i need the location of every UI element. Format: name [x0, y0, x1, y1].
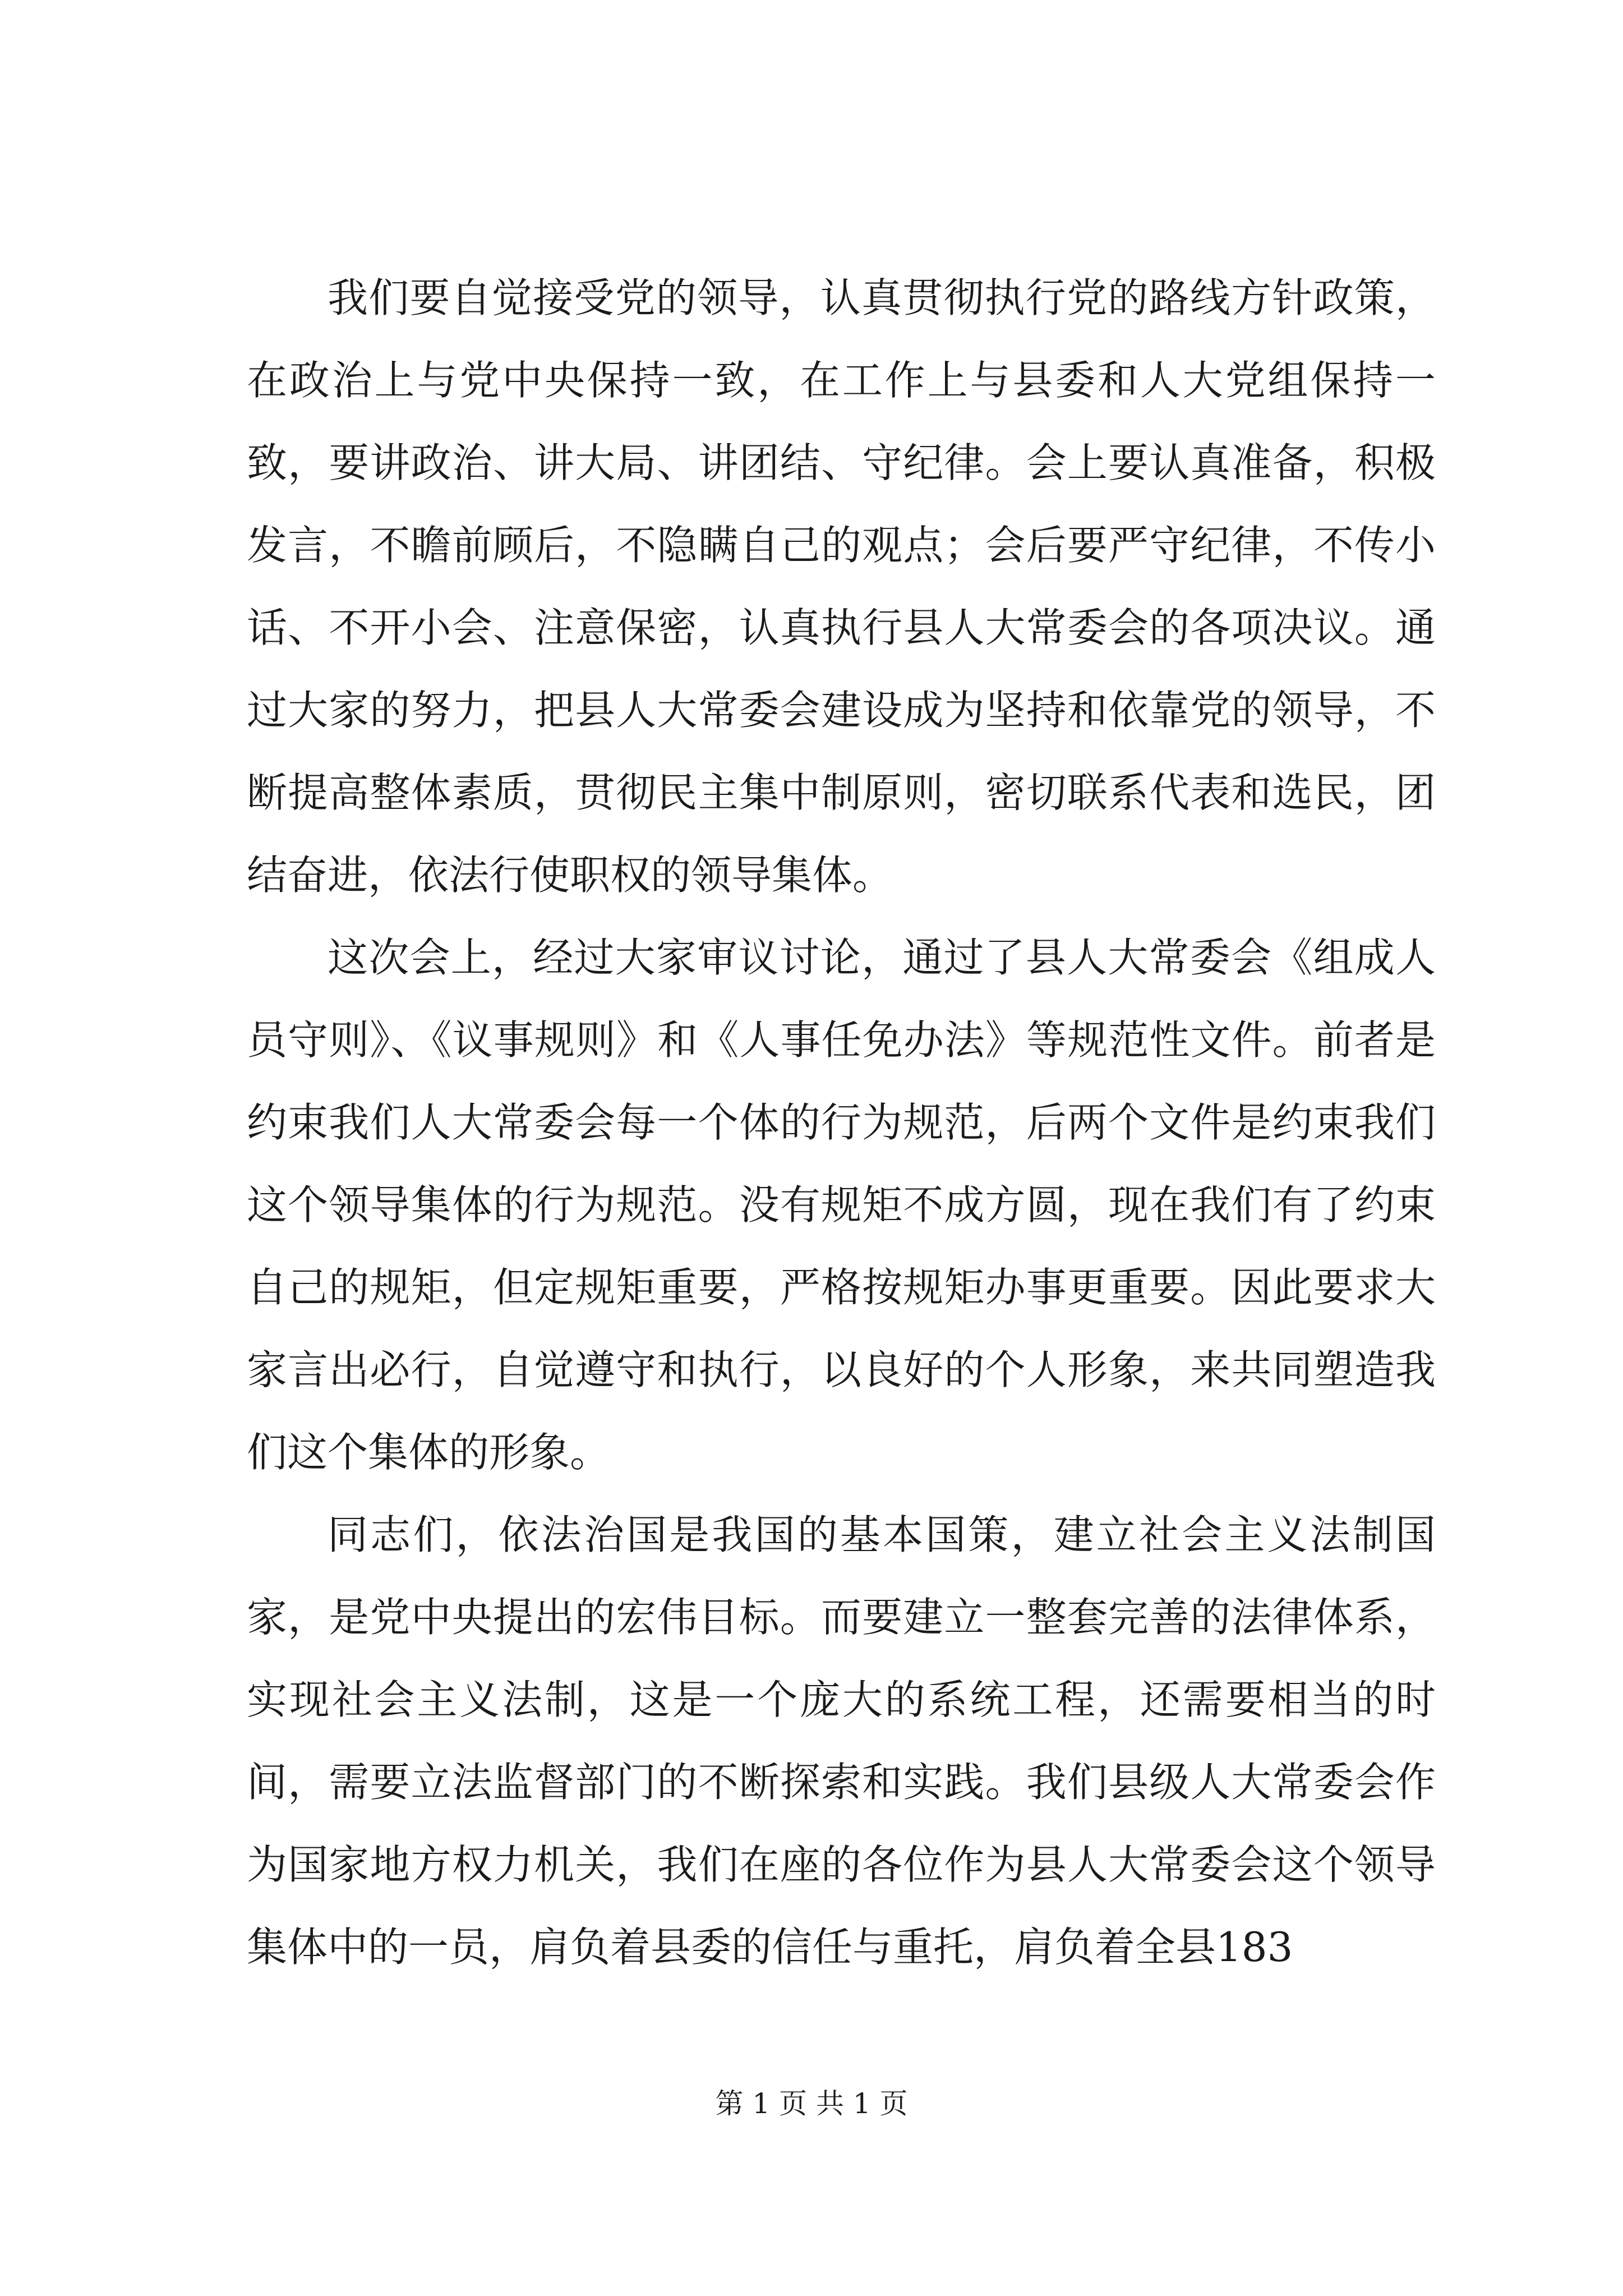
document-body [247, 257, 1436, 1989]
paragraph-1: 我们要自觉接受党的领导，认真贯彻执行党的路线方针政策，在政治上与党中央保持一致，在工作上与县委和人大党组保持一致，要讲政治、讲大局、讲团结、守纪律。会上要认真准备，积极发言，不瞻前顾后，不隐瞒自己的观点；会后要严守纪律，不传小话、不开小会、注意保密，认真执行县人大常委会的各项决议。通过大家的努力，把县人大常委会建设成为坚持和依靠党的领导，不断提高整体素质，贯彻民主集中制原则，密切联系代表和选民，团结奋进，依法行使职权的领导集体。 [247, 274, 1436, 899]
page-footer: 第 1 页 共 1 页 [715, 2087, 908, 2120]
paragraph-3: 同志们，依法治国是我国的基本国策，建立社会主义法制国家，是党中央提出的宏伟目标。而要建立一整套完善的法律体系，实现社会主义法制，这是一个庞大的系统工程，还需要相当的时间，需要立法监督部门的不断探索和实践。我们县级人大常委会作为国家地方权力机关，我们在座的各位作为县人大常委会这个领导集体中的一员，肩负着县委的信任与重托，肩负着全县183 [247, 1511, 1436, 1971]
paragraph-2: 这次会上，经过大家审议讨论，通过了县人大常委会《组成人员守则》、《议事规则》和《人事任免办法》等规范性文件。前者是约束我们人大常委会每一个体的行为规范，后两个文件是约束我们这个领导集体的行为规范。没有规矩不成方圆，现在我们有了约束自己的规矩，但定规矩重要，严格按规矩办事更重要。因此要求大家言出必行，自觉遵守和执行，以良好的个人形象，来共同塑造我们这个集体的形象。 [247, 934, 1436, 1476]
